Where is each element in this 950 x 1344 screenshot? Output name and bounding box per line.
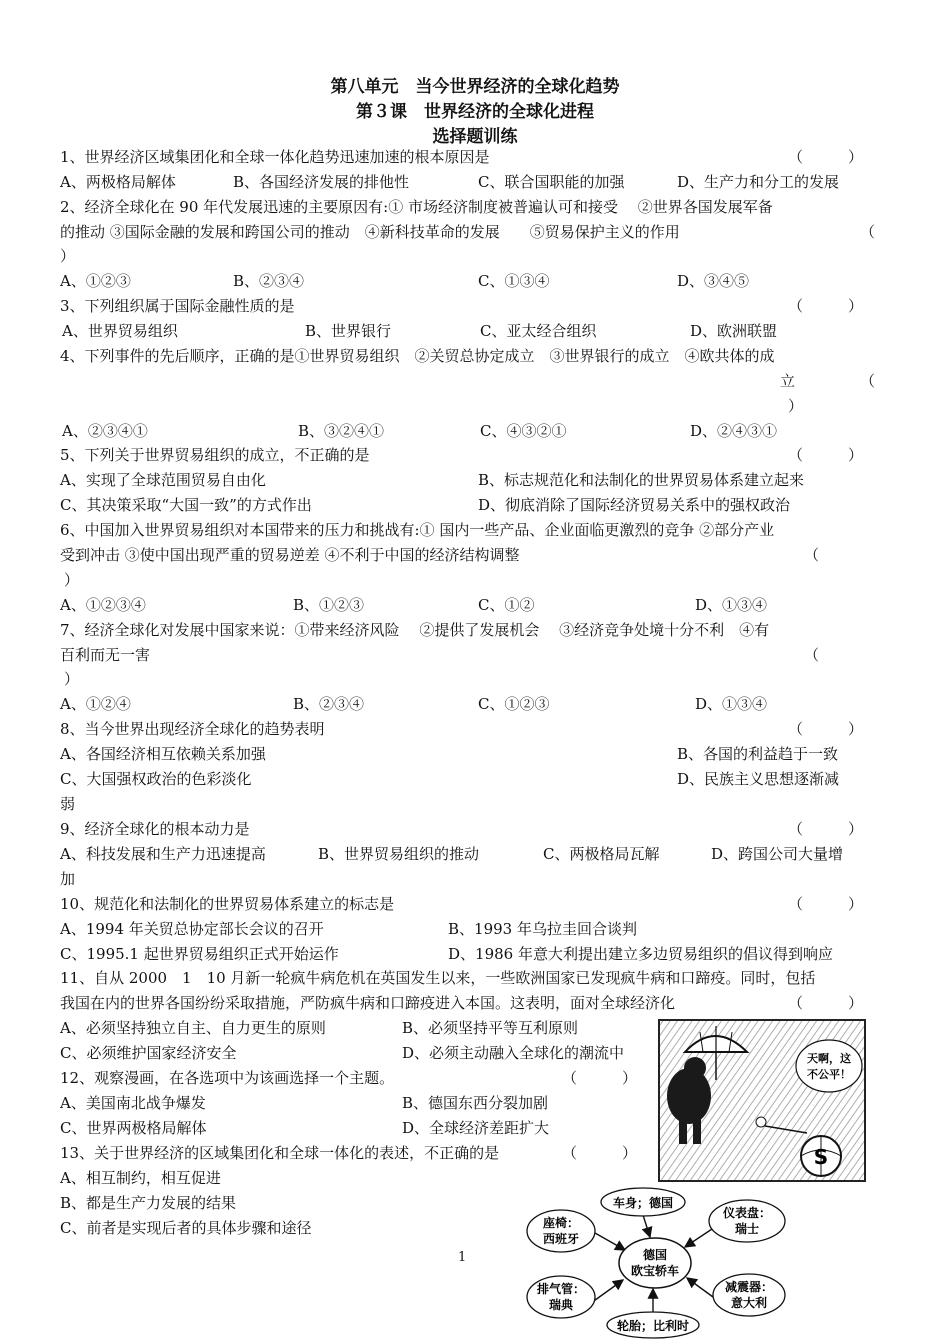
center-label-2: 欧宝轿车 bbox=[630, 1264, 680, 1278]
svg-text:轮胎；比利时: 轮胎；比利时 bbox=[616, 1319, 690, 1333]
answer-bracket: （ ） bbox=[788, 820, 864, 838]
question-stem: 百利而无一害 bbox=[60, 646, 151, 664]
option: B、标志规范化和法制化的世界贸易体系建立起来 bbox=[478, 471, 805, 489]
svg-text:座椅：: 座椅： bbox=[542, 1216, 580, 1230]
question-stem: 10、规范化和法制化的世界贸易体系建立的标志是 bbox=[60, 895, 395, 913]
answer-bracket: （ bbox=[860, 372, 876, 390]
answer-bracket: ） bbox=[64, 670, 80, 688]
question-stem: 7、经济全球化对发展中国家来说：①带来经济风险 ②提供了发展机会 ③经济竞争处境十分不利 ④有 bbox=[60, 621, 770, 639]
option: A、各国经济相互依赖关系加强 bbox=[60, 745, 266, 763]
option: A、科技发展和生产力迅速提高 bbox=[60, 845, 266, 863]
option: D、①③④ bbox=[695, 596, 768, 614]
svg-text:西班牙: 西班牙 bbox=[542, 1232, 580, 1246]
option: A、②③④① bbox=[62, 422, 148, 440]
question-stem: 5、下列关于世界贸易组织的成立，不正确的是 bbox=[60, 446, 370, 464]
svg-text:排气管：: 排气管： bbox=[536, 1282, 586, 1296]
globe-letter: S bbox=[813, 1145, 829, 1169]
option: A、两极格局解体 bbox=[60, 173, 176, 191]
lesson-title: 第３课 世界经济的全球化进程 bbox=[356, 102, 594, 122]
option: B、世界贸易组织的推动 bbox=[318, 845, 480, 863]
speech-text-line-2: 不公平！ bbox=[807, 1068, 851, 1081]
question-stem: 我国在内的世界各国纷纷采取措施，严防疯牛病和口蹄疫进入本国。这表明，面对全球经济化 bbox=[60, 994, 676, 1012]
option: B、①②③ bbox=[293, 596, 365, 614]
answer-bracket: （ ） bbox=[788, 720, 864, 738]
question-stem: 8、当今世界出现经济全球化的趋势表明 bbox=[60, 720, 325, 738]
question-stem: 3、下列组织属于国际金融性质的是 bbox=[60, 297, 295, 315]
option: B、③②④① bbox=[298, 422, 385, 440]
option: C、①②③ bbox=[478, 695, 550, 713]
option: A、必须坚持独立自主、自力更生的原则 bbox=[60, 1019, 326, 1037]
page-number: 1 bbox=[458, 1250, 467, 1265]
option: A、1994 年关贸总协定部长会议的召开 bbox=[60, 920, 324, 938]
option: A、美国南北战争爆发 bbox=[60, 1094, 206, 1112]
answer-bracket: （ bbox=[804, 646, 820, 664]
option: A、世界贸易组织 bbox=[62, 322, 178, 340]
option: B、都是生产力发展的结果 bbox=[60, 1194, 237, 1212]
option: B、必须坚持平等互利原则 bbox=[402, 1019, 579, 1037]
svg-text:仪表盘：: 仪表盘： bbox=[722, 1206, 772, 1220]
option: A、实现了全球范围贸易自由化 bbox=[60, 471, 266, 489]
question-stem: 受到冲击 ③使中国出现严重的贸易逆差 ④不利于中国的经济结构调整 bbox=[60, 546, 520, 564]
option: 加 bbox=[60, 870, 76, 888]
question-stem: 12、观察漫画，在各选项中为该画选择一个主题。 bbox=[60, 1069, 395, 1087]
answer-bracket: （ ） bbox=[562, 1069, 638, 1087]
svg-text:瑞典: 瑞典 bbox=[548, 1298, 574, 1312]
globe-icon bbox=[801, 1136, 841, 1176]
option: D、③④⑤ bbox=[677, 272, 750, 290]
option: B、各国经济发展的排他性 bbox=[233, 173, 410, 191]
option: A、相互制约，相互促进 bbox=[60, 1169, 221, 1187]
option: D、彻底消除了国际经济贸易关系中的强权政治 bbox=[478, 496, 791, 514]
option: D、1986 年意大利提出建立多边贸易组织的倡议得到响应 bbox=[448, 945, 833, 963]
answer-bracket: （ ） bbox=[788, 446, 864, 464]
svg-text:减震器：: 减震器： bbox=[724, 1280, 774, 1294]
question-stem: 1、世界经济区域集团化和全球一体化趋势迅速加速的根本原因是 bbox=[60, 148, 490, 166]
option: D、跨国公司大量增 bbox=[711, 845, 844, 863]
cartoon-illustration bbox=[657, 1018, 867, 1183]
answer-bracket: （ ） bbox=[788, 297, 864, 315]
option: B、1993 年乌拉圭回合谈判 bbox=[448, 920, 637, 938]
node-exhaust bbox=[527, 1276, 595, 1318]
option: 弱 bbox=[60, 795, 76, 813]
option: C、前者是实现后者的具体步骤和途径 bbox=[60, 1219, 312, 1237]
svg-text:意大利: 意大利 bbox=[730, 1296, 768, 1310]
option: C、④③②① bbox=[480, 422, 567, 440]
answer-bracket: （ bbox=[860, 223, 876, 241]
question-stem: 2、经济全球化在 90 年代发展迅速的主要原因有:① 市场经济制度被普遍认可和接受 ②世界各国发展军备 bbox=[60, 198, 773, 216]
center-node bbox=[619, 1238, 691, 1288]
option: C、世界两极格局解体 bbox=[60, 1119, 207, 1137]
answer-bracket: （ ） bbox=[788, 148, 864, 166]
answer-bracket: ） bbox=[64, 571, 80, 589]
option: D、①③④ bbox=[695, 695, 768, 713]
option: B、②③④ bbox=[233, 272, 305, 290]
option: C、①② bbox=[478, 596, 535, 614]
answer-bracket: （ bbox=[804, 546, 820, 564]
option: C、1995.1 起世界贸易组织正式开始运作 bbox=[60, 945, 339, 963]
option: B、②③④ bbox=[293, 695, 365, 713]
option: A、①②③④ bbox=[60, 596, 146, 614]
answer-bracket: （ ） bbox=[788, 895, 864, 913]
unit-title: 第八单元 当今世界经济的全球化趋势 bbox=[330, 77, 620, 97]
option: B、各国的利益趋于一致 bbox=[677, 745, 839, 763]
option: B、德国东西分裂加剧 bbox=[402, 1094, 549, 1112]
answer-bracket: （ ） bbox=[788, 994, 864, 1012]
svg-text:车身；德国: 车身；德国 bbox=[612, 1196, 674, 1210]
question-stem: 4、下列事件的先后顺序，正确的是①世界贸易组织 ②关贸总协定成立 ③世界银行的成立 ④欧共体的成 bbox=[60, 347, 775, 365]
option: C、大国强权政治的色彩淡化 bbox=[60, 770, 252, 788]
option: D、生产力和分工的发展 bbox=[677, 173, 840, 191]
node-seat bbox=[527, 1210, 595, 1252]
option: C、联合国职能的加强 bbox=[478, 173, 625, 191]
option: D、欧洲联盟 bbox=[690, 322, 778, 340]
speech-text-line-1: 天啊，这 bbox=[807, 1052, 851, 1065]
car-parts-diagram bbox=[525, 1185, 795, 1340]
node-tire bbox=[607, 1312, 699, 1338]
node-shock-absorber bbox=[713, 1274, 785, 1316]
option: D、全球经济差距扩大 bbox=[402, 1119, 550, 1137]
option: C、亚太经合组织 bbox=[480, 322, 597, 340]
node-body bbox=[601, 1188, 685, 1216]
answer-bracket: （ ） bbox=[562, 1144, 638, 1162]
option: A、①②③ bbox=[60, 272, 131, 290]
question-stem: 11、自从 2000 1 10 月新一轮疯牛病危机在英国发生以来，一些欧洲国家已发现疯牛病和口蹄疫。同时，包括 bbox=[60, 969, 816, 987]
option: C、①③④ bbox=[478, 272, 550, 290]
option: C、其决策采取“大国一致”的方式作出 bbox=[60, 496, 312, 514]
svg-text:瑞士: 瑞士 bbox=[734, 1222, 760, 1236]
option: C、必须维护国家经济安全 bbox=[60, 1044, 237, 1062]
question-stem: 6、中国加入世界贸易组织对本国带来的压力和挑战有:① 国内一些产品、企业面临更激烈的竞争 ②部分产业 bbox=[60, 521, 775, 539]
node-dashboard bbox=[709, 1200, 785, 1242]
question-stem: 的推动 ③国际金融的发展和跨国公司的推动 ④新科技革命的发展 ⑤贸易保护主义的作用 bbox=[60, 223, 680, 241]
option: D、②④③① bbox=[690, 422, 778, 440]
question-stem: 13、关于世界经济的区域集团化和全球一体化的表述，不正确的是 bbox=[60, 1144, 500, 1162]
question-stem: 9、经济全球化的根本动力是 bbox=[60, 820, 250, 838]
answer-bracket: ） bbox=[788, 397, 804, 415]
answer-bracket: ） bbox=[60, 247, 76, 265]
section-title: 选择题训练 bbox=[432, 127, 518, 147]
option: B、世界银行 bbox=[305, 322, 392, 340]
center-label-1: 德国 bbox=[642, 1248, 668, 1262]
question-stem: 立 bbox=[780, 372, 796, 390]
option: C、两极格局瓦解 bbox=[543, 845, 660, 863]
option: D、必须主动融入全球化的潮流中 bbox=[402, 1044, 625, 1062]
option: D、民族主义思想逐渐减 bbox=[677, 770, 840, 788]
speech-bubble bbox=[796, 1040, 862, 1092]
option: A、①②④ bbox=[60, 695, 131, 713]
